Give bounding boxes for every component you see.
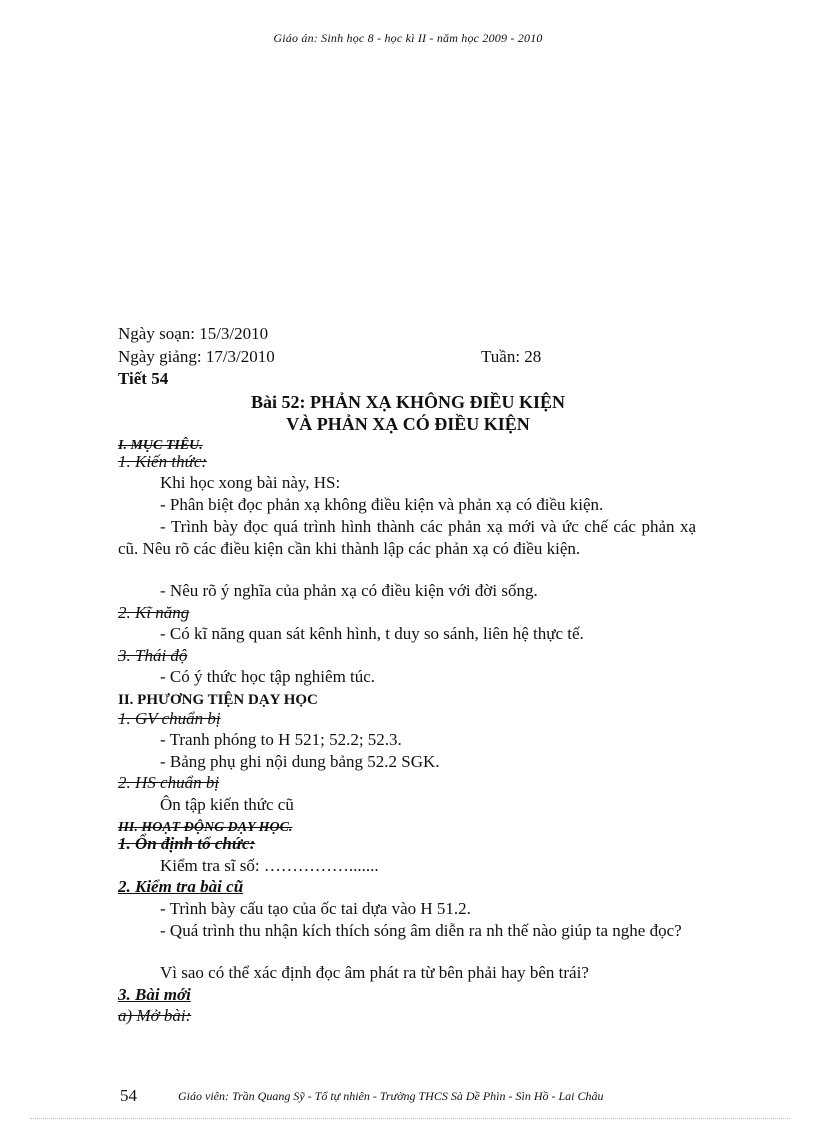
ktbc-item-3: Vì sao có thể xác định đọc âm phát ra từ bên phải hay bên trái? — [160, 963, 589, 982]
heading-on-dinh: 1. Ổn định tổ chức: — [118, 834, 256, 853]
od-item-1: Kiểm tra sĩ số: ……………....... — [160, 856, 379, 875]
page-number: 54 — [120, 1086, 137, 1105]
heading-phuong-tien: II. PHƯƠNG TIỆN DẠY HỌC — [118, 692, 318, 708]
lesson-title-line1: Bài 52: PHẢN XẠ KHÔNG ĐIỀU KIỆN — [250, 392, 565, 412]
kn-item-1: - Có kĩ năng quan sát kênh hình, t duy so sánh, liên hệ thực tế. — [160, 624, 584, 643]
heading-kien-thuc: 1. Kiến thức: — [118, 452, 208, 471]
heading-muc-tieu: I. MỤC TIÊU. — [118, 438, 203, 453]
kt-item-3: - Nêu rõ ý nghĩa của phản xạ có điều kiện với đời sống. — [160, 581, 538, 600]
kt-intro: Khi học xong bài này, HS: — [160, 473, 341, 492]
lesson-title-line2: VÀ PHẢN XẠ CÓ ĐIỀU KIỆN — [286, 414, 530, 434]
heading-hoat-dong: III. HOẠT ĐỘNG DẠY HỌC. — [118, 820, 293, 835]
heading-hs-chuan-bi: 2. HS chuẩn bị — [118, 773, 220, 792]
kt-item-2: - Trình bày đọc quá trình hình thành các phản xạ mới và ức chế các phản xạ cũ. Nêu rõ các điều kiện cần khi thành lập các phản xạ có điều kiện. — [118, 517, 696, 558]
page-header: Giáo án: Sinh học 8 - học kì II - năm học 2009 - 2010 — [273, 31, 543, 45]
ktbc-item-2: - Quá trình thu nhận kích thích sóng âm diễn ra nh thế nào giúp ta nghe đọc? — [160, 921, 682, 940]
ngay-soan: Ngày soạn: 15/3/2010 — [118, 324, 269, 343]
heading-mo-bai: a) Mở bài: — [118, 1006, 192, 1025]
heading-gv-chuan-bi: 1. GV chuẩn bị — [118, 709, 221, 728]
hs-item-1: Ôn tập kiến thức cũ — [160, 795, 294, 814]
gv-item-1: - Tranh phóng to H 521; 52.2; 52.3. — [160, 730, 402, 749]
heading-ki-nang: 2. Kĩ năng — [118, 603, 190, 622]
heading-thai-do: 3. Thái độ — [118, 646, 188, 665]
td-item-1: - Có ý thức học tập nghiêm túc. — [160, 667, 376, 686]
heading-bai-moi: 3. Bài mới — [118, 985, 191, 1004]
tiet: Tiết 54 — [118, 369, 169, 388]
tuan: Tuần: 28 — [481, 347, 542, 366]
heading-kiem-tra: 2. Kiểm tra bài cũ — [118, 877, 244, 896]
ngay-giang: Ngày giảng: 17/3/2010 — [118, 347, 275, 366]
page-footer: Giáo viên: Trần Quang Sỹ - Tổ tự nhiên - Trường THCS Sà Dề Phìn - Sìn Hồ - Lai Châu — [178, 1089, 604, 1103]
footer-divider — [30, 1118, 790, 1119]
ktbc-item-1: - Trình bày cấu tạo của ốc tai dựa vào H 51.2. — [160, 899, 471, 918]
kt-item-1: - Phân biệt đọc phản xạ không điều kiện và phản xạ có điều kiện. — [160, 495, 604, 514]
gv-item-2: - Bảng phụ ghi nội dung bảng 52.2 SGK. — [160, 752, 440, 771]
